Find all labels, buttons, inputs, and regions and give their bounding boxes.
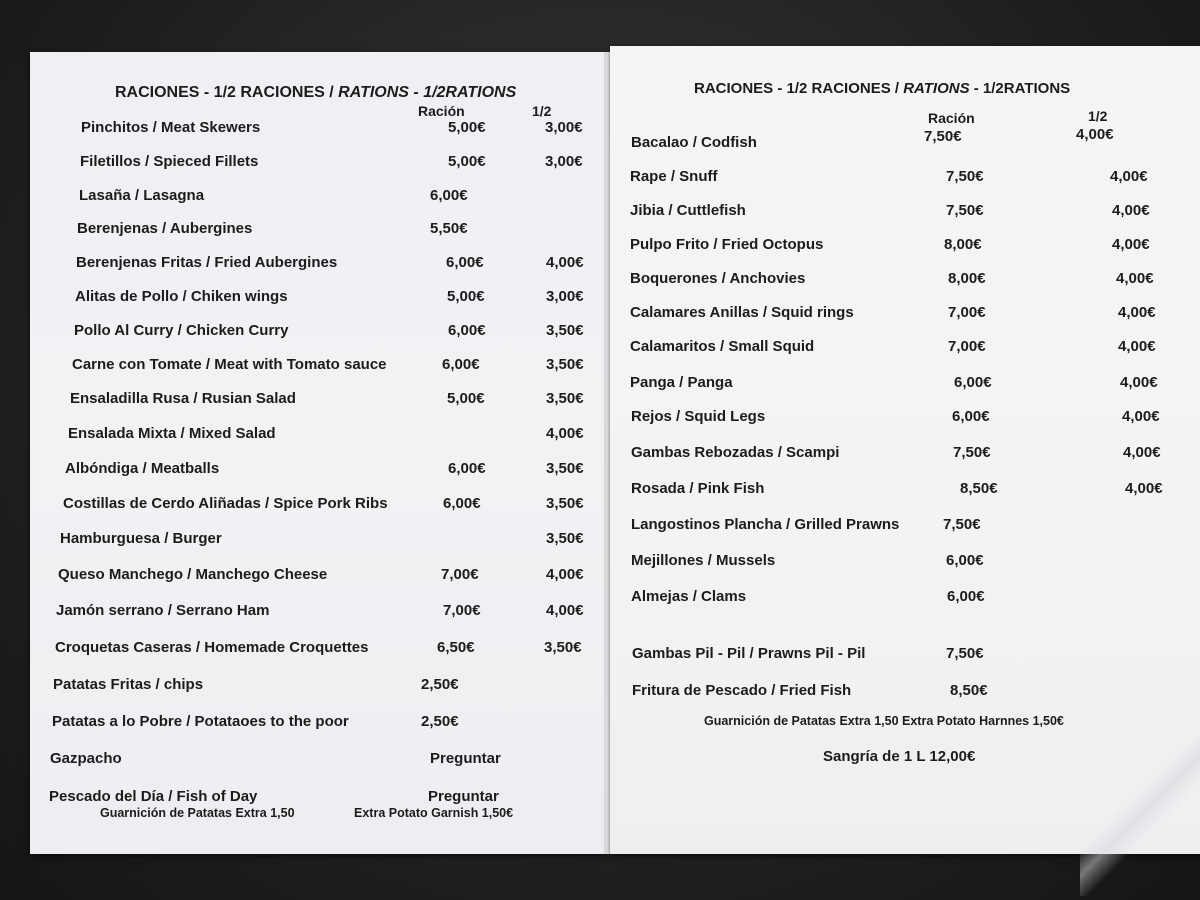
menu-item-price-half: 4,00€ (1112, 202, 1150, 219)
menu-item-price-half: 4,00€ (1122, 408, 1160, 425)
menu-item-name: Ensalada Mixta / Mixed Salad (68, 425, 276, 442)
menu-item-price-racion: 2,50€ (421, 713, 459, 730)
menu-item-name: Carne con Tomate / Meat with Tomato sauce (72, 356, 387, 373)
menu-item-price-half: 3,50€ (544, 639, 582, 656)
menu-item-name: Fritura de Pescado / Fried Fish (632, 682, 852, 699)
menu-item-price-racion: Preguntar (428, 788, 499, 805)
menu-item-price-half: 4,00€ (1112, 236, 1150, 253)
menu-item-name: Jibia / Cuttlefish (630, 202, 746, 219)
menu-item-name: Panga / Panga (630, 374, 733, 391)
menu-item-name: Pollo Al Curry / Chicken Curry (74, 322, 289, 339)
menu-item-price-racion: 6,00€ (954, 374, 992, 391)
menu-item-price-racion: 7,50€ (924, 128, 962, 145)
menu-item-name: Gazpacho (50, 750, 122, 767)
menu-item-price-half: 4,00€ (1120, 374, 1158, 391)
right-col-half-header: 1/2 (1088, 108, 1108, 124)
right-col-racion-header: Ración (928, 110, 975, 126)
menu-item-name: Berenjenas Fritas / Fried Aubergines (76, 254, 338, 271)
menu-item-price-half: 3,50€ (546, 530, 584, 547)
menu-item-name: Rejos / Squid Legs (631, 408, 766, 425)
paper-crease (1080, 736, 1200, 896)
left-footer-garnish-es: Guarnición de Patatas Extra 1,50 (100, 806, 295, 820)
menu-item-price-half: 4,00€ (546, 254, 584, 271)
menu-item-name: Gambas Pil - Pil / Prawns Pil - Pil (632, 645, 866, 662)
menu-item-name: Albóndiga / Meatballs (65, 460, 220, 477)
menu-item-price-half: 4,00€ (1123, 444, 1161, 461)
menu-item-price-racion: 5,00€ (447, 288, 485, 305)
menu-item-name: Lasaña / Lasagna (79, 187, 205, 204)
menu-item-name: Calamaritos / Small Squid (630, 338, 815, 355)
menu-item-name: Mejillones / Mussels (631, 552, 776, 569)
menu-item-name: Rosada / Pink Fish (631, 480, 765, 497)
menu-item-price-half: 4,00€ (546, 425, 584, 442)
menu-item-price-racion: 6,00€ (947, 588, 985, 605)
menu-item-price-half: 3,50€ (546, 356, 584, 373)
menu-item-price-racion: 6,00€ (448, 460, 486, 477)
sangria-offer: Sangría de 1 L 12,00€ (823, 748, 976, 765)
menu-item-name: Patatas a lo Pobre / Potataoes to the poor (52, 713, 349, 730)
menu-item-price-racion: 7,00€ (948, 338, 986, 355)
menu-item-price-racion: 7,50€ (946, 168, 984, 185)
menu-item-price-half: 4,00€ (1125, 480, 1163, 497)
menu-item-price-half: 4,00€ (546, 566, 584, 583)
menu-item-price-racion: 6,00€ (448, 322, 486, 339)
menu-item-price-half: 4,00€ (1076, 126, 1114, 143)
menu-item-name: Rape / Snuff (630, 168, 718, 185)
menu-item-price-racion: 7,00€ (948, 304, 986, 321)
menu-item-name: Pulpo Frito / Fried Octopus (630, 236, 824, 253)
menu-item-price-racion: 7,00€ (443, 602, 481, 619)
menu-item-price-racion: 5,00€ (448, 153, 486, 170)
menu-item-price-racion: 7,00€ (441, 566, 479, 583)
menu-item-price-half: 4,00€ (1118, 304, 1156, 321)
menu-page-right (610, 46, 1200, 854)
menu-item-name: Jamón serrano / Serrano Ham (56, 602, 270, 619)
menu-item-price-half: 4,00€ (1110, 168, 1148, 185)
left-footer-garnish-en: Extra Potato Garnish 1,50€ (354, 806, 514, 820)
right-section-header: RACIONES - 1/2 RACIONES / RATIONS - 1/2RATIONS (694, 80, 1071, 97)
menu-item-price-racion: 6,00€ (446, 254, 484, 271)
menu-item-price-half: 3,00€ (546, 288, 584, 305)
menu-item-name: Filetillos / Spieced Fillets (80, 153, 259, 170)
left-col-half-header: 1/2 (532, 103, 552, 119)
menu-item-price-racion: 6,00€ (443, 495, 481, 512)
menu-item-name: Calamares Anillas / Squid rings (630, 304, 854, 321)
menu-item-price-racion: 6,50€ (437, 639, 475, 656)
menu-item-price-racion: 8,00€ (944, 236, 982, 253)
menu-item-price-racion: 5,00€ (448, 119, 486, 136)
menu-item-name: Costillas de Cerdo Aliñadas / Spice Pork Ribs (63, 495, 388, 512)
menu-item-name: Pescado del Día / Fish of Day (49, 788, 258, 805)
menu-item-name: Bacalao / Codfish (631, 134, 757, 151)
menu-item-price-half: 4,00€ (546, 602, 584, 619)
menu-item-name: Croquetas Caseras / Homemade Croquettes (55, 639, 369, 656)
menu-item-price-racion: 6,00€ (946, 552, 984, 569)
menu-item-price-racion: 7,50€ (946, 645, 984, 662)
menu-item-price-racion: 7,50€ (953, 444, 991, 461)
menu-item-name: Alitas de Pollo / Chiken wings (75, 288, 288, 305)
menu-item-price-half: 3,00€ (545, 153, 583, 170)
menu-item-price-racion: 6,00€ (952, 408, 990, 425)
menu-item-name: Gambas Rebozadas / Scampi (631, 444, 840, 461)
menu-item-price-half: 3,50€ (546, 322, 584, 339)
left-section-header: RACIONES - 1/2 RACIONES / RATIONS - 1/2RATIONS (115, 84, 517, 101)
menu-item-price-racion: 5,00€ (447, 390, 485, 407)
menu-item-name: Boquerones / Anchovies (630, 270, 806, 287)
menu-item-price-racion: 7,50€ (946, 202, 984, 219)
left-col-racion-header: Ración (418, 103, 465, 119)
menu-item-name: Patatas Fritas / chips (53, 676, 204, 693)
menu-item-price-racion: 8,50€ (960, 480, 998, 497)
menu-item-price-racion: 8,50€ (950, 682, 988, 699)
menu-item-price-racion: 6,00€ (430, 187, 468, 204)
menu-item-name: Pinchitos / Meat Skewers (81, 119, 261, 136)
menu-item-price-half: 4,00€ (1116, 270, 1154, 287)
menu-item-price-half: 4,00€ (1118, 338, 1156, 355)
menu-item-name: Ensaladilla Rusa / Rusian Salad (70, 390, 296, 407)
menu-item-price-half: 3,50€ (546, 390, 584, 407)
menu-item-name: Langostinos Plancha / Grilled Prawns (631, 516, 900, 533)
menu-item-price-racion: 6,00€ (442, 356, 480, 373)
menu-item-price-racion: Preguntar (430, 750, 501, 767)
menu-item-name: Almejas / Clams (631, 588, 747, 605)
menu-item-price-half: 3,50€ (546, 495, 584, 512)
menu-item-name: Queso Manchego / Manchego Cheese (58, 566, 328, 583)
menu-page-left (30, 52, 606, 854)
menu-item-name: Berenjenas / Aubergines (77, 220, 253, 237)
menu-item-price-racion: 2,50€ (421, 676, 459, 693)
menu-item-price-racion: 7,50€ (943, 516, 981, 533)
right-footer-garnish: Guarnición de Patatas Extra 1,50 Extra Potato Harnnes 1,50€ (704, 714, 1064, 728)
menu-item-price-half: 3,00€ (545, 119, 583, 136)
menu-item-price-racion: 8,00€ (948, 270, 986, 287)
menu-item-price-half: 3,50€ (546, 460, 584, 477)
menu-item-price-racion: 5,50€ (430, 220, 468, 237)
menu-item-name: Hamburguesa / Burger (60, 530, 222, 547)
